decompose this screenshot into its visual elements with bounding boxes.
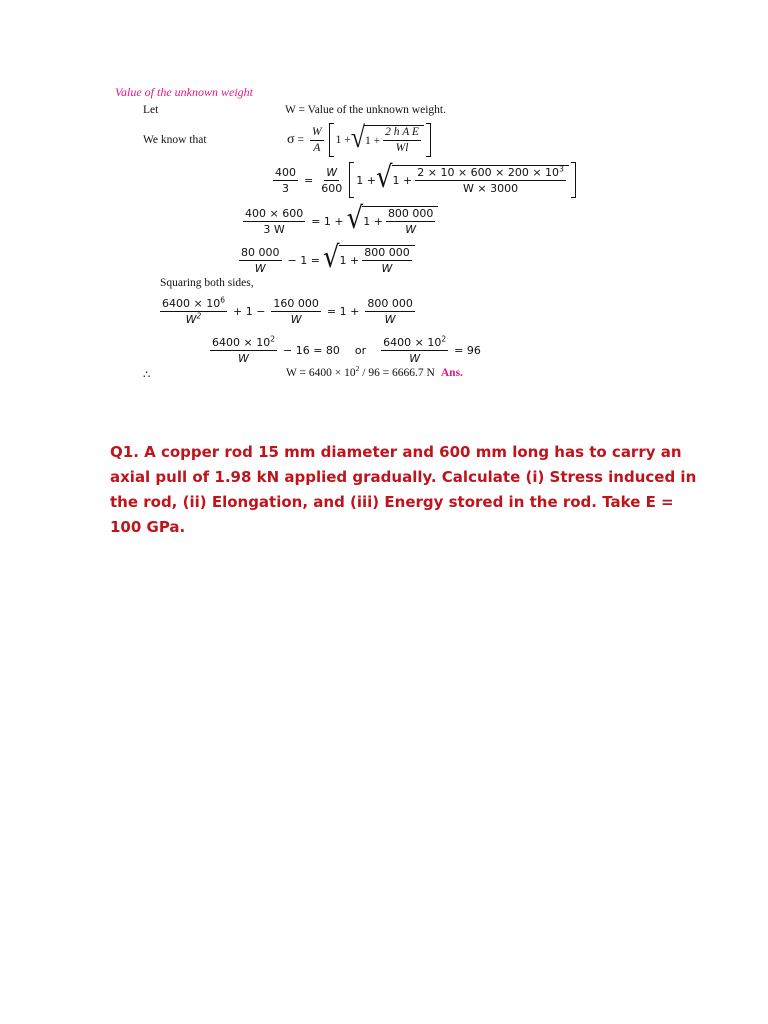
sqrt-body [364,125,424,155]
equation-4 [240,203,438,239]
ans-label: Ans. [440,367,463,379]
frac-num-text: 6400 × 10 [162,296,221,310]
frac-num [160,294,227,312]
equation-6 [157,293,418,329]
exponent: 6 [220,294,225,304]
inner-fraction [362,246,412,275]
fraction-6400e2-w-left [210,333,277,365]
inner-fraction [383,126,421,155]
frac-num: 800 000 [367,296,413,310]
final-text: W = 6400 × 10 [286,367,356,379]
frac-num: W [326,165,338,179]
radical-sign: √ [375,160,393,195]
frac-num: 2 h A E [383,126,421,141]
frac-den: W [238,351,249,365]
sqrt-body [339,245,415,275]
middle-terms: = 1 + [326,304,360,318]
frac-den [184,312,204,326]
frac-den: W [254,261,266,275]
frac-den: W [381,262,393,275]
right-bracket [571,162,576,198]
let-label: Let [143,104,159,116]
question-text: Q1. A copper rod 15 mm diameter and 600 mm long has to carry an axial pull of 1.98 kN applied gradually. Calculate (i) Stress induced in the rod, (ii) Elongation, and (iii) Energy stored in the rod. Take E = 100 GPa. [110,443,697,536]
inner-fraction [386,207,436,236]
frac-num-text: 6400 × 10 [212,335,271,349]
frac-num: 800 000 [387,207,434,220]
frac-den: 3 [282,181,289,195]
fraction-400-3 [273,166,298,195]
frac-num [210,333,277,351]
frac-den: W [290,312,302,326]
fraction-6400e2-w-right [381,333,448,365]
one-plus: 1 + [335,134,351,146]
frac-den: W [384,312,396,326]
equals: = [297,134,305,146]
left-bracket [349,162,354,198]
frac-den: 600 [321,181,343,195]
therefore-symbol: ∴ [143,369,151,381]
radical-sign: √ [350,120,366,154]
fraction-6400e6-w2 [160,294,227,326]
fraction-80000-w [239,246,282,275]
middle-terms: − 1 = [287,253,320,267]
equation-3 [270,160,576,200]
sqrt [346,201,439,236]
fraction-160000-w [271,297,321,326]
exponent: 2 [270,333,275,343]
section-heading: Value of the unknown weight [115,85,253,99]
frac-num [381,333,448,351]
frac-num [415,166,566,181]
sigma-symbol: σ [287,132,295,147]
frac-den-text: W [185,312,197,326]
know-label: We know that [143,134,207,146]
right-bracket [426,123,431,157]
stress-formula [287,121,431,159]
left-bracket [329,123,334,157]
middle-terms: − 16 = 80 [282,343,340,357]
frac-num-text: 2 × 10 × 600 × 200 × 10 [417,166,560,179]
frac-den: W × 3000 [462,182,519,195]
sqrt [350,120,424,155]
fraction-w-600 [319,166,344,195]
final-answer [286,364,463,379]
frac-num: 400 [275,165,296,179]
one-plus-inner: 1 + [339,254,360,267]
let-definition [285,104,446,116]
frac-num-text: 6400 × 10 [383,335,442,349]
fraction-800000-w [365,297,415,326]
final-exponent: 2 [355,364,360,374]
or-text: or [354,343,367,357]
squaring-text: Squaring both sides, [160,277,254,289]
w-over-a [310,126,324,155]
radical-sign: √ [346,201,364,236]
frac-num: 400 × 600 [245,206,304,220]
sqrt [375,160,569,195]
exponent: 3 [559,164,564,174]
one-plus-inner: 1 + [392,174,413,187]
fraction-400x600 [243,207,305,236]
frac-num: W [310,126,324,141]
sqrt-body [392,165,569,195]
frac-num: 160 000 [273,296,319,310]
radical-sign: √ [322,240,340,275]
sqrt-body [362,206,438,236]
exponent: 2 [441,333,447,343]
equation-5 [236,242,415,278]
frac-den: 3 W [263,222,285,236]
middle-terms: = 1 + [311,214,344,228]
one-plus-inner: 1 + [365,134,381,147]
result: = 96 [454,343,481,357]
sqrt [322,240,415,275]
plus-one-minus: + 1 − [232,304,266,318]
frac-den: W [405,223,417,236]
frac-den: Wl [395,142,409,154]
inner-fraction [415,166,566,195]
exponent: 2 [196,310,202,320]
frac-den: A [313,141,321,154]
frac-num: 800 000 [364,246,410,259]
let-definition-text: W = Value of the unknown weight. [285,104,446,116]
equation-7 [207,332,484,368]
final-text-rest: / 96 = 6666.7 N [359,367,435,379]
frac-num: 80 000 [241,245,280,259]
one-plus-inner: 1 + [363,215,383,228]
one-plus: 1 + [356,173,376,187]
equals: = [304,173,314,187]
frac-den: W [409,351,421,365]
